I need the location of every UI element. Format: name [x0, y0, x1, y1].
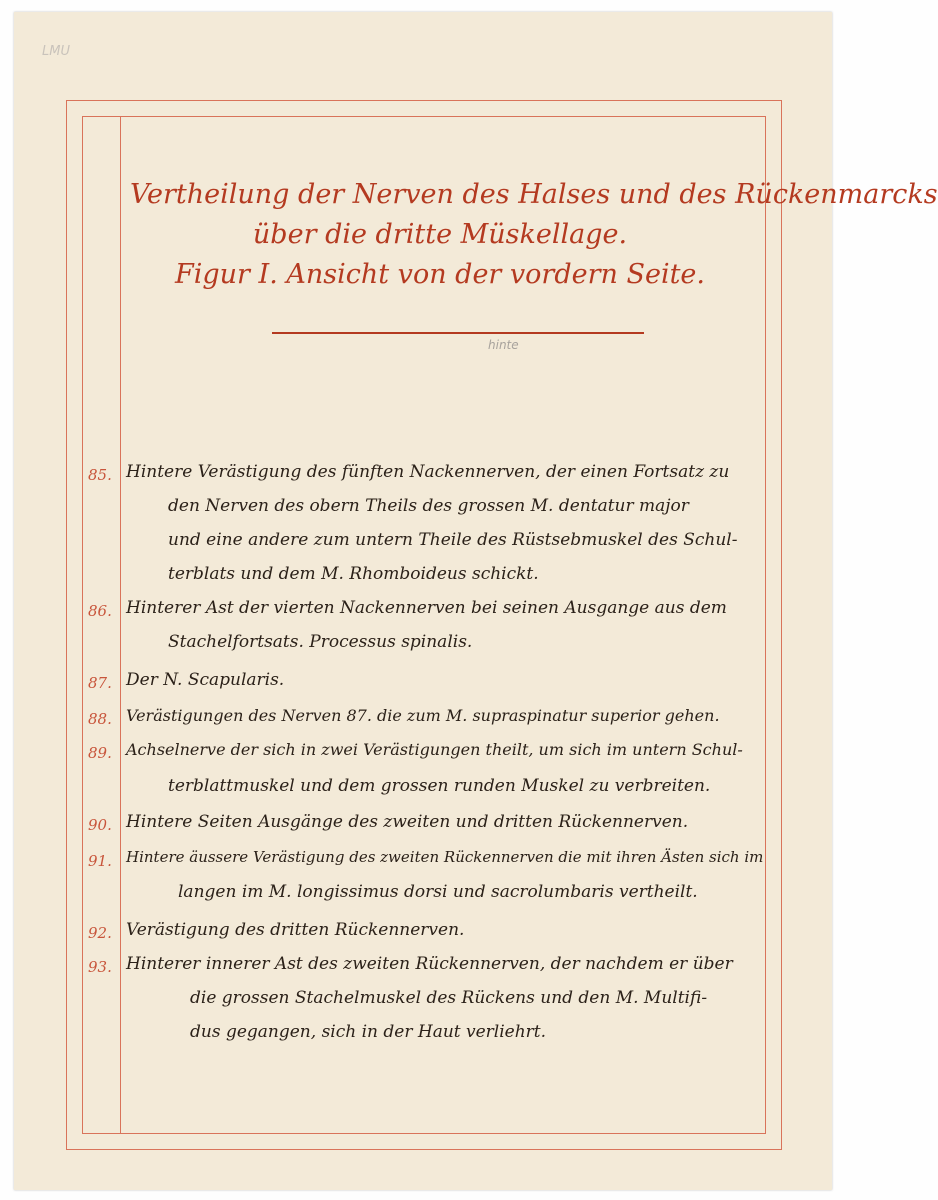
- entry-line: Hintere äussere Verästigung des zweiten Rückennerven die mit ihren Ästen sich im: [126, 848, 764, 866]
- pencil-mark: LMU: [42, 44, 70, 59]
- page-title: [130, 175, 938, 295]
- title-underline: [272, 332, 644, 334]
- entry-line: Achselnerve der sich in zwei Verästigungen theilt, um sich im untern Schul-: [126, 740, 743, 759]
- title-line-3: Figur I. Ansicht von der vordern Seite.: [175, 259, 705, 290]
- entry-line: Verästigungen des Nerven 87. die zum M. supraspinatur superior gehen.: [126, 706, 720, 725]
- entry-line: Verästigung des dritten Rückennerven.: [126, 920, 465, 940]
- entry-number: 87.: [88, 674, 112, 692]
- entry-number: 88.: [88, 710, 112, 728]
- entry-line: langen im M. longissimus dorsi und sacrolumbaris vertheilt.: [178, 882, 698, 902]
- entry-number: 93.: [88, 958, 112, 976]
- margin-rule: [120, 116, 121, 1134]
- entry-number: 89.: [88, 744, 112, 762]
- title-line-2: über die dritte Müskellage.: [252, 219, 628, 250]
- entry-number: 90.: [88, 816, 112, 834]
- entry-line: dus gegangen, sich in der Haut verliehrt.: [190, 1022, 547, 1042]
- entry-number: 86.: [88, 602, 112, 620]
- entry-line: Der N. Scapularis.: [126, 670, 285, 690]
- entry-line: Hintere Seiten Ausgänge des zweiten und dritten Rückennerven.: [126, 812, 689, 832]
- pencil-annotation: hinte: [488, 338, 519, 352]
- entry-line: Hinterer innerer Ast des zweiten Rückennerven, der nachdem er über: [126, 954, 733, 974]
- title-line-1: Vertheilung der Nerven des Halses und des Rückenmarcks: [130, 179, 938, 210]
- entry-line: terblats und dem M. Rhomboideus schickt.: [168, 564, 539, 584]
- entry-line: Hintere Verästigung des fünften Nackennerven, der einen Fortsatz zu: [126, 462, 730, 482]
- entry-line: die grossen Stachelmuskel des Rückens und den M. Multifi-: [190, 988, 708, 1008]
- entry-line: und eine andere zum untern Theile des Rüstsebmuskel des Schul-: [168, 530, 738, 550]
- entry-number: 92.: [88, 924, 112, 942]
- entry-line: Stachelfortsats. Processus spinalis.: [168, 632, 473, 652]
- entry-line: den Nerven des obern Theils des grossen M. dentatur major: [168, 496, 689, 516]
- entry-line: terblattmuskel und dem grossen runden Muskel zu verbreiten.: [168, 776, 711, 796]
- entry-number: 85.: [88, 466, 112, 484]
- entry-line: Hinterer Ast der vierten Nackennerven bei seinen Ausgange aus dem: [126, 598, 727, 618]
- entry-number: 91.: [88, 852, 112, 870]
